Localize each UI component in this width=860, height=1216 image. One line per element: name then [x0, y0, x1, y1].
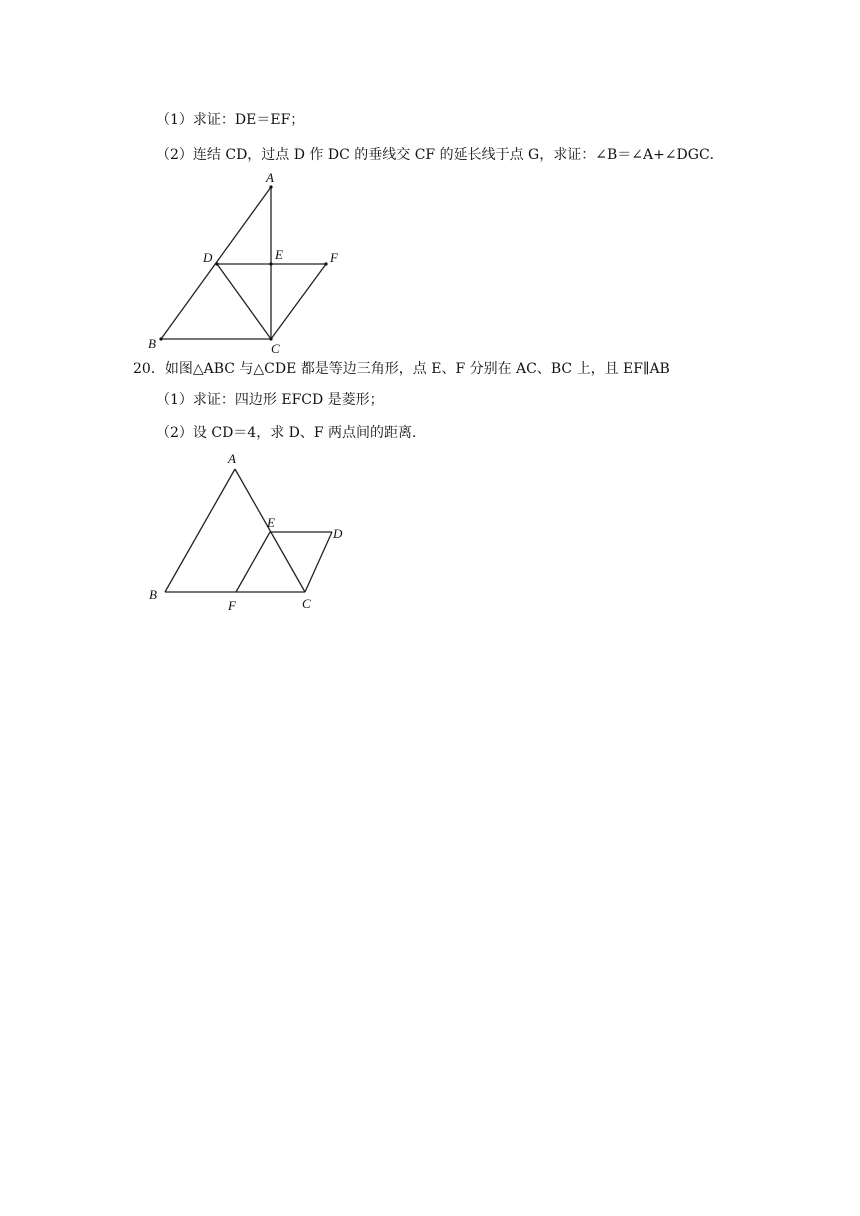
q19-label-B: B	[148, 336, 156, 351]
q19-segment-DC	[217, 264, 271, 339]
q20-segment-AB	[165, 469, 235, 592]
q19-part1: （1）求证：DE＝EF；	[156, 112, 305, 128]
q20-figure	[140, 448, 370, 618]
q20-label-F: F	[228, 598, 236, 613]
q20-segment-DC	[305, 532, 332, 592]
q20-label-E: E	[267, 515, 275, 530]
q20-part2: （2）设 CD＝4，求 D、F 两点间的距离．	[156, 425, 427, 441]
q19-point-F	[324, 262, 327, 265]
q19-point-E	[269, 262, 272, 265]
q19-point-A	[269, 185, 272, 188]
q20-label-A: A	[228, 451, 236, 466]
q20-label-B: B	[149, 587, 157, 602]
q19-point-B	[159, 337, 162, 340]
q19-label-C: C	[271, 341, 280, 356]
q19-segment-FC	[271, 264, 326, 339]
q20-segment-EF	[236, 532, 270, 592]
q19-label-E: E	[275, 247, 283, 262]
q19-part2: （2）连结 CD，过点 D 作 DC 的垂线交 CF 的延长线于点 G，求证：∠B＝∠A+∠DGC．	[156, 147, 724, 163]
q19-point-D	[215, 262, 218, 265]
q19-label-A: A	[266, 170, 274, 185]
q19-figure	[140, 168, 370, 358]
q20-stem: 20．如图△ABC 与△CDE 都是等边三角形，点 E、F 分别在 AC、BC 上，且 EF∥AB	[133, 361, 670, 377]
q20-label-C: C	[302, 596, 311, 611]
q20-label-D: D	[333, 526, 343, 541]
q19-label-D: D	[203, 250, 213, 265]
q20-part1: （1）求证：四边形 EFCD 是菱形；	[156, 392, 384, 408]
q20-segment-AC	[235, 469, 305, 592]
q19-label-F: F	[330, 250, 338, 265]
